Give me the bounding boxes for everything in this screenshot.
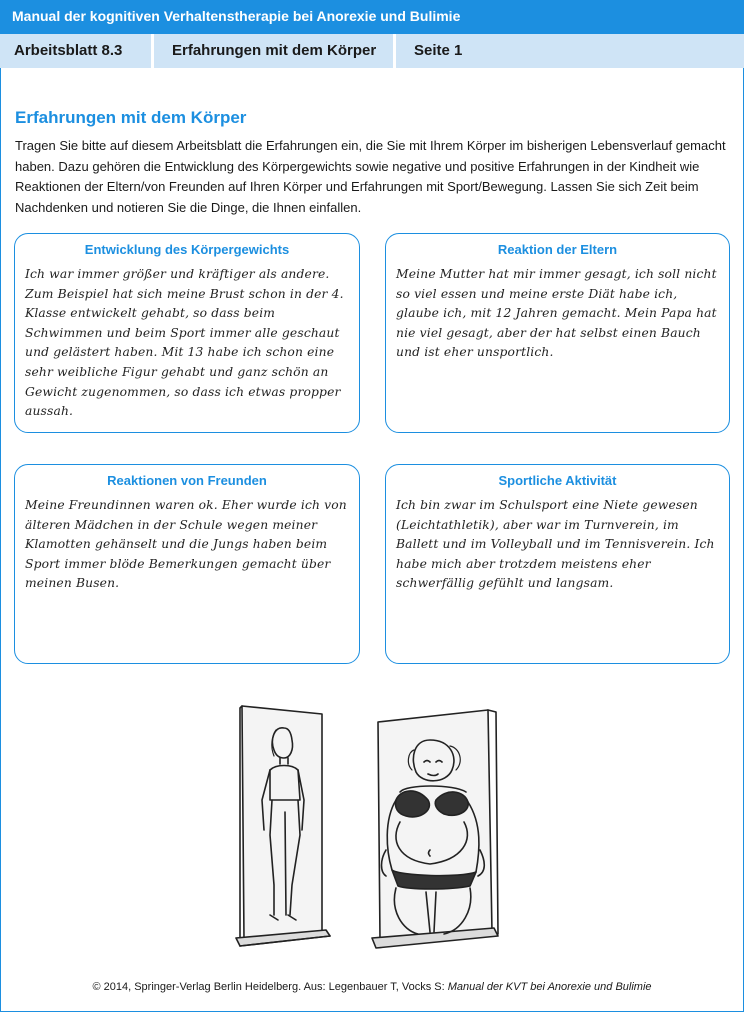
worksheet-number: Arbeitsblatt 8.3 [0,34,154,68]
worksheet-topic: Erfahrungen mit dem Körper [154,34,396,68]
box-weight-development [14,233,360,433]
handwritten-answer[interactable]: Meine Freundinnen waren ok. Eher wurde ich von älteren Mädchen in der Schule wegen meiner Klamotten gehänselt und die Jungs haben beim Sport immer blöde Bemerkungen gemacht über meinen Busen. [25,498,347,591]
box-title: Reaktionen von Freunden [107,473,267,488]
handwritten-answer[interactable]: Ich bin zwar im Schulsport eine Niete gewesen (Leichtathletik), aber war im Turnverein, im Ballett und im Volleyball und im Tennisverein. Ich habe mich aber trotzdem meistens eher schwerfällig gefühlt und langsam. [396,498,715,591]
box-title: Sportliche Aktivität [498,473,617,488]
box-parents-reaction [385,233,730,433]
book-title: Manual der kognitiven Verhaltenstherapie bei Anorexie und Bulimie [12,8,461,24]
box-title: Entwicklung des Körpergewichts [84,242,290,257]
box-title: Reaktion der Eltern [497,242,618,257]
worksheet-header [0,34,744,68]
copyright-text: © 2014, Springer-Verlag Berlin Heidelberg. Aus: Legenbauer T, Vocks S: [92,981,448,993]
box-sports-activity [385,464,730,664]
handwritten-answer[interactable]: Ich war immer größer und kräftiger als andere. Zum Beispiel hat sich meine Brust schon in der 4. Klasse entwickelt gehabt, so dass beim Schwimmen und beim Sport immer alle geschaut und gelästert haben. Mit 13 habe ich schon eine sehr weibliche Figur gehabt und ganz schön an Gewicht zugenommen, so dass ich etwas propper aussah. [25,267,344,419]
book-reference: Manual der KVT bei Anorexie und Bulimie [447,981,652,993]
page-title: Erfahrungen mit dem Körper [15,108,247,127]
handwritten-answer[interactable]: Meine Mutter hat mir immer gesagt, ich soll nicht so viel essen und meine erste Diät habe ich, glaube ich, mit 12 Jahren gemacht. Mein Papa hat nie viel gesagt, aber der hat selbst einen Bauch und ist eher unsportlich. [396,267,717,360]
book-title-bar [0,0,744,34]
box-friends-reaction [14,464,360,664]
instructions-text: Tragen Sie bitte auf diesem Arbeitsblatt die Erfahrungen ein, die Sie mit Ihrem Körper im bisherigen Lebensverlauf gemacht haben. Dazu gehören die Entwicklung des Körpergewichts sowie negative und positive Erfahrungen in der Kindheit wie Reaktionen der Eltern/von Freunden auf Ihren Körper und Erfahrungen mit Sport/Bewegung. Lassen Sie sich Zeit beim Nachdenken und notieren Sie die Dinge, die Ihnen einfallen. [15,138,726,215]
copyright-footer [0,981,744,993]
page-number: Seite 1 [414,42,463,59]
mirror-illustration [230,700,510,962]
